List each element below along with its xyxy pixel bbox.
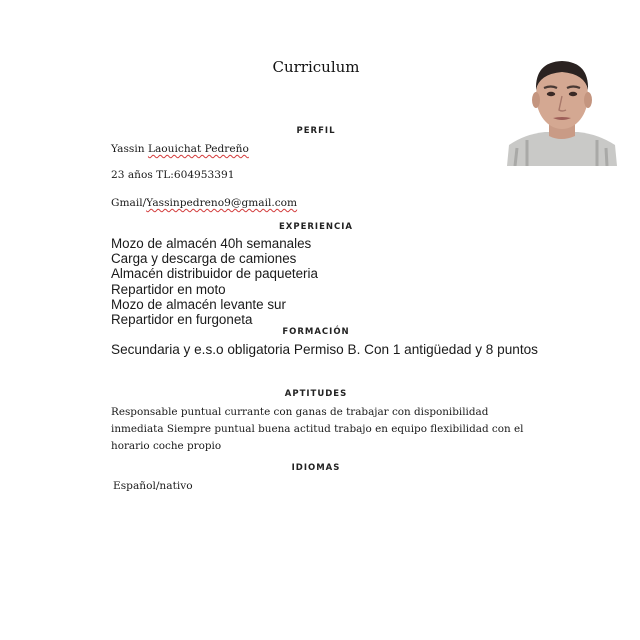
email-line [111, 197, 297, 209]
email-prefix: Gmail/ [111, 197, 147, 209]
section-heading-aptitudes: APTITUDES [284, 389, 348, 399]
section-heading-idiomas: IDIOMAS [291, 463, 341, 473]
experience-item: Mozo de almacén levante sur [111, 296, 286, 312]
portrait-photo-icon [505, 50, 618, 166]
experience-item: Repartidor en furgoneta [111, 312, 253, 328]
education-text: Secundaria y e.s.o obligatoria Permiso B. Con 1 antigüedad y 8 puntos [111, 342, 538, 357]
skills-text: Responsable puntual currante con ganas de trabajar con disponibilidad inmediata Siempre puntual buena actitud trabajo en equipo flexibilidad con el horario coche propio [111, 406, 524, 452]
section-heading-experiencia: EXPERIENCIA [278, 222, 353, 232]
document-title: Curriculum [272, 58, 360, 76]
experience-list [111, 236, 318, 327]
candidate-surnames: Laouichat Pedreño [147, 143, 249, 155]
candidate-first-name: Yassin [111, 143, 148, 155]
candidate-name [111, 143, 249, 155]
age-phone: 23 años TL:604953391 [111, 169, 235, 181]
section-heading-formacion: FORMACIÓN [282, 327, 350, 337]
experience-item: Mozo de almacén 40h semanales [111, 236, 312, 251]
experience-item: Repartidor en moto [111, 281, 226, 297]
section-heading-perfil: PERFIL [296, 126, 336, 136]
profile-photo [505, 50, 618, 166]
languages-text: Español/nativo [113, 480, 193, 492]
email-address: Yassinpedreno9@gmail.com [146, 197, 298, 209]
experience-item: Almacén distribuidor de paqueteria [111, 266, 318, 282]
experience-item: Carga y descarga de camiones [111, 251, 297, 267]
